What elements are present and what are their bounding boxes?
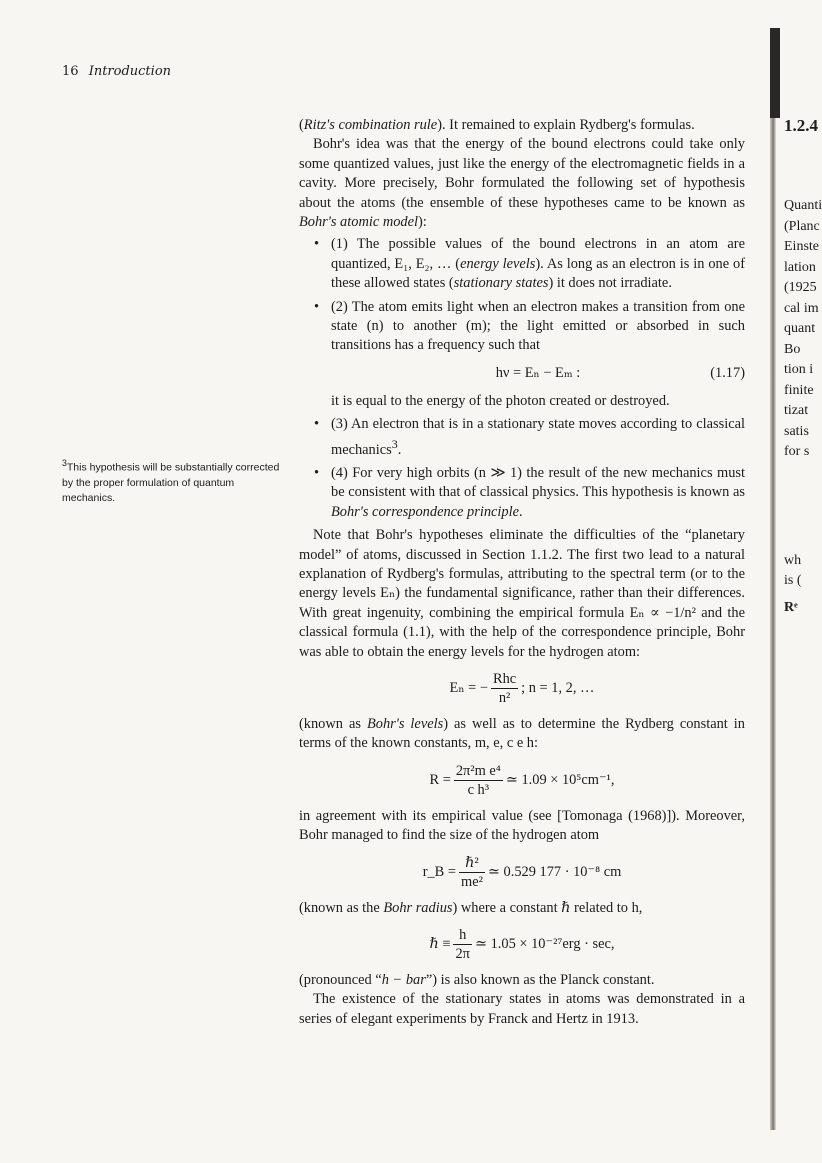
hypothesis-3: • (3) An electron that is in a stationary state moves according to classical mechanics$^3$.: [299, 415, 745, 460]
hypothesis-2: • (2) The atom emits light when an electron makes a transition from one state (n) to another (m); the light emitted or absorbed in such transitions has a frequency such that hν = Eₙ − Eₘ : (1.17) it is equal to the energy of the photon created or destroyed.: [299, 298, 745, 412]
equation-bohr-levels: Eₙ = − $\frac{\text{Rhc}}{\text{n²}}$ ; n = 1, 2, …: [449, 670, 595, 706]
planetary-model-paragraph: Note that Bohr's hypotheses eliminate the difficulties of the “planetary model” of atoms, discussed in Section 1.1.2. The first two lead to a natural explanation of Rydberg's formulas, attributing to the spectral term (or to the energy levels Eₙ) the fundamental significance, rather than their differences. With great ingenuity, combining the empirical formula Eₙ ∝ −1/n² and the classical formula (1.1), with the help of the correspondence principle, Bohr was able to obtain the energy levels for the hydrogen atom:: [299, 527, 745, 660]
ritz-paragraph: (Ritz's combination rule). It remained to explain Rydberg's formulas.: [299, 117, 695, 133]
equation-1-17: [331, 359, 745, 389]
equation-bohr-radius: r_B = $\frac{\text{ℏ²}}{\text{me²}}$ ≃ 0.529 177 · 10⁻⁸ cm: [422, 854, 622, 890]
chapter-title: Introduction: [88, 64, 172, 79]
footnote-mark: 3: [62, 458, 67, 468]
bohr-radius-paragraph: (known as the Bohr radius) where a constant ℏ related to h,: [299, 899, 643, 916]
fraction: $\frac{\text{Rhc}}{\text{n²}}$: [492, 670, 517, 706]
next-page-edge-line: tizat: [784, 403, 809, 418]
next-page-edge-line: Bo: [784, 341, 801, 357]
main-text-column: [299, 116, 745, 1029]
next-page-edge-line: tion i: [784, 362, 814, 377]
agreement-paragraph: in agreement with its empirical value (see [Tomonaga (1968)]). Moreover, Bohr managed to find the size of the hydrogen atom: [299, 807, 745, 844]
bohr-model-term: Bohr's atomic model: [299, 214, 418, 231]
next-page-edge-line: cal im: [784, 300, 819, 316]
correspondence-term: Bohr's correspondence principle: [331, 503, 519, 520]
fraction: $\frac{h}{2\pi}$: [455, 926, 470, 962]
binding-dark-strip: [770, 28, 780, 118]
next-page-edge-line: (1925: [784, 280, 817, 295]
next-page-edge-line: satis: [784, 423, 809, 439]
next-page-edge-is: is (: [784, 573, 802, 588]
footnote-text: This hypothesis will be substantially corrected by the proper formulation of quantum mechanics.: [62, 461, 280, 504]
h-bar-paragraph: (pronounced “h − bar”) is also known as the Planck constant.: [299, 971, 655, 988]
next-page-edge-line: finite: [784, 382, 814, 398]
footnote-ref: 3: [391, 436, 398, 451]
equation-rydberg: R = $\frac{\text{2π²m e⁴}}{\text{c h³}}$ ≃ 1.09 × 10⁵cm⁻¹,: [429, 762, 615, 798]
hypothesis-1: • (1) The possible values of the bound electrons in an atom are quantized, E₁, E₂, … (energy levels). As long as an electron is in one of these allowed states (stationary states) it does not irradiate.: [299, 235, 745, 293]
hypothesis-list: [299, 235, 745, 522]
next-page-edge-line: quant: [784, 321, 816, 336]
next-page-edge-line: (Planc: [784, 218, 820, 234]
ritz-rule-term: Ritz's combination rule: [303, 117, 438, 133]
next-page-edge-line: lation: [784, 259, 816, 275]
equation-number: (1.17): [710, 364, 745, 381]
bohr-levels-paragraph: (known as Bohr's levels) as well as to determine the Rydberg constant in terms of the known constants, m, e, c e h:: [299, 715, 745, 752]
bohr-idea-paragraph: Bohr's idea was that the energy of the bound electrons could take only some quantized values, just like the energy of the electromagnetic fields in a cavity. More precisely, Bohr formulated the following set of hypothesis about the atoms (the ensemble of these hypotheses came to be known as Bohr's atomic model):: [299, 136, 745, 231]
next-page-edge-wh: wh: [784, 553, 802, 568]
next-page-edge-line: for s: [784, 444, 810, 459]
running-header: [62, 64, 171, 79]
page-number: 16: [62, 64, 79, 79]
next-page-heading: 1.2.4: [784, 116, 818, 135]
equation-transition: hν = Eₙ − Eₘ :: [495, 364, 581, 381]
footnote: [62, 456, 284, 506]
franck-hertz-paragraph: The existence of the stationary states in atoms was demonstrated in a series of elegant experiments by Franck and Hertz in 1913.: [299, 991, 745, 1027]
fraction: $\frac{\text{2π²m e⁴}}{\text{c h³}}$: [455, 762, 501, 798]
next-page-edge-line: Quanti: [784, 198, 822, 213]
hypothesis-4: • (4) For very high orbits (n ≫ 1) the result of the new mechanics must be consistent with that of classical physics. This hypothesis is known as Bohr's correspondence principle.: [299, 464, 745, 522]
next-page-edge-re: Rͤ: [784, 600, 798, 615]
next-page-edge-line: Einste: [784, 239, 819, 254]
book-binding-shadow: [770, 30, 776, 1130]
equation-hbar: ℏ ≡ $\frac{h}{2\pi}$ ≃ 1.05 × 10⁻²⁷erg · sec,: [429, 926, 615, 962]
fraction: $\frac{\text{ℏ²}}{\text{me²}}$: [461, 854, 483, 890]
